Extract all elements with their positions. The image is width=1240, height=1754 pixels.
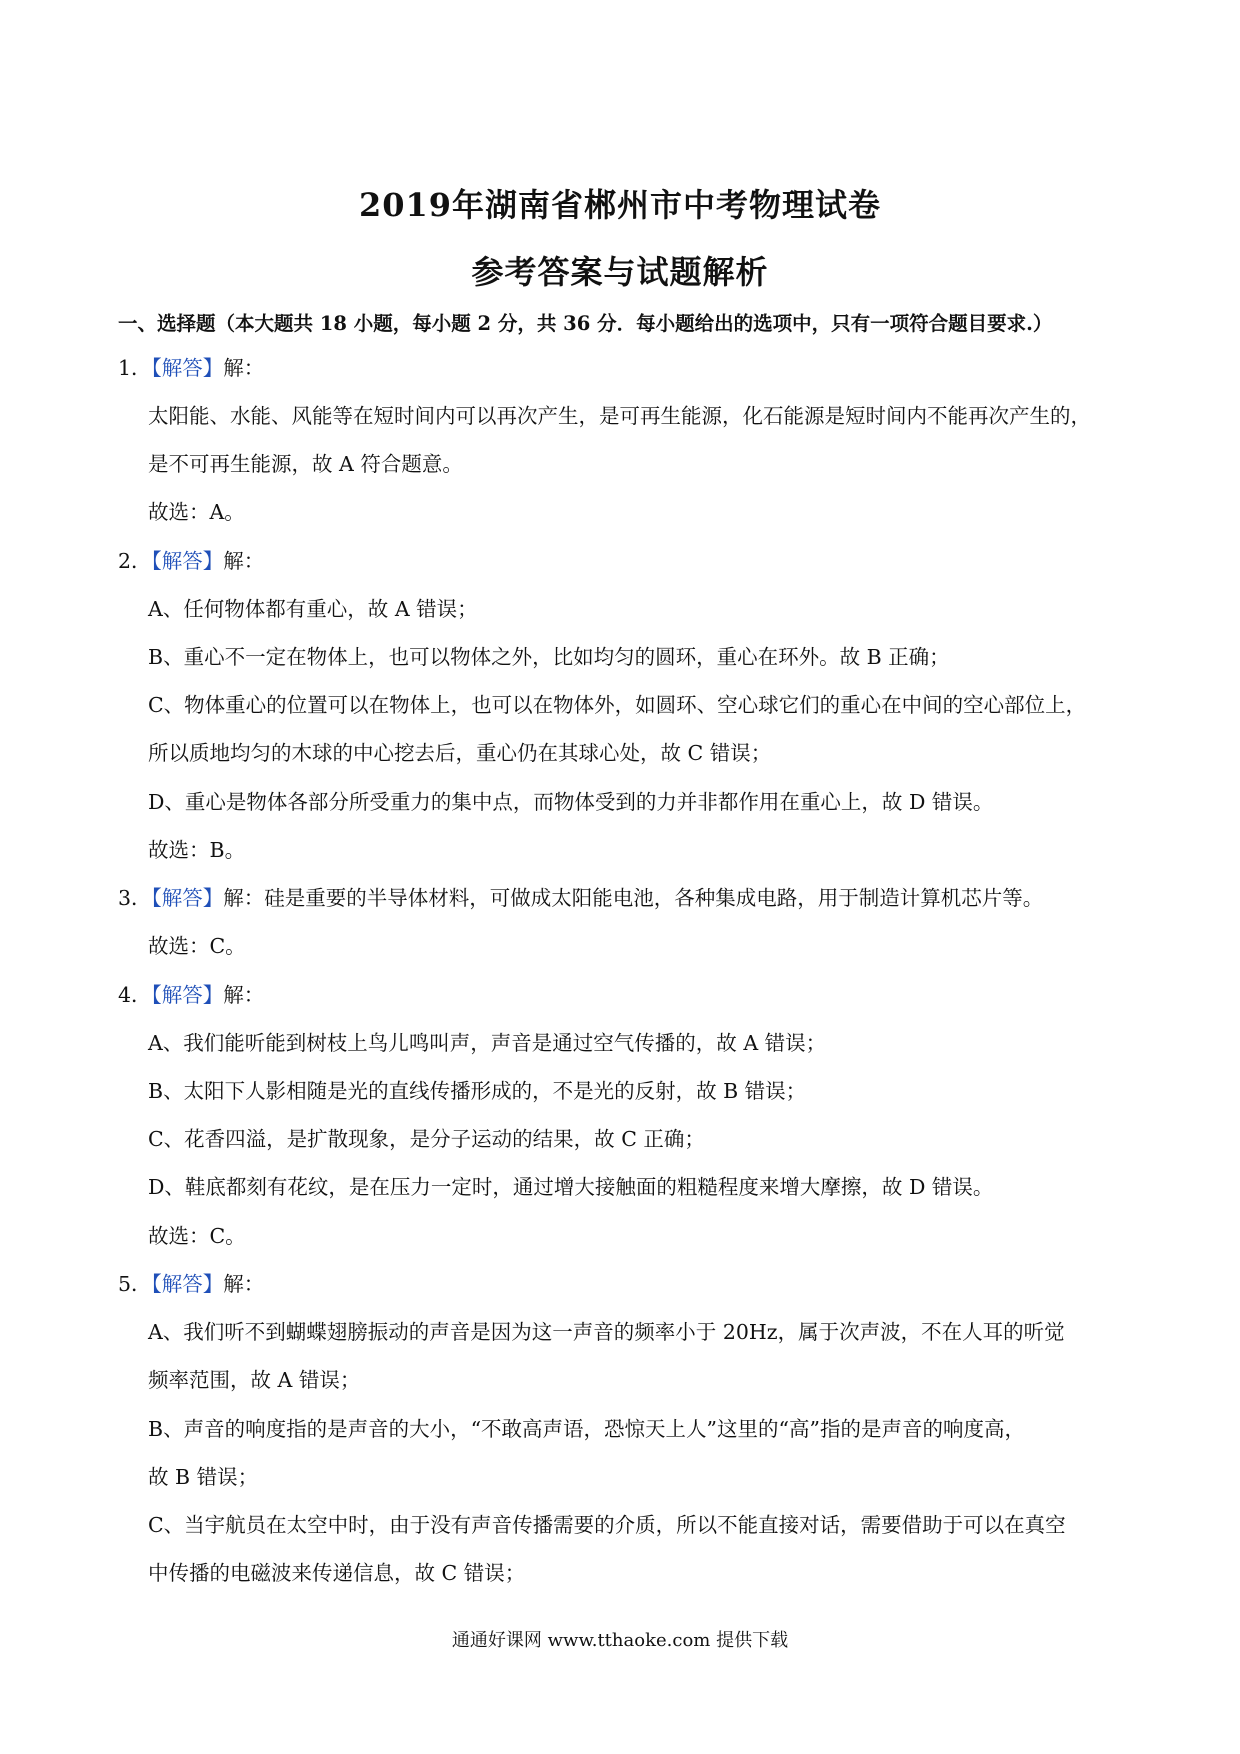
answer-line: C、花香四溢，是扩散现象，是分子运动的结果，故 C 正确； — [148, 1127, 705, 1151]
question-number: 1． — [118, 356, 152, 380]
answer-tag: 【解答】 — [151, 549, 224, 573]
question-1-header — [118, 355, 264, 381]
question-4-header — [118, 982, 264, 1008]
answer-line: C、物体重心的位置可以在物体上，也可以在物体外，如圆环、空心球它们的重心在中间的空心部位上， — [148, 693, 1087, 717]
answer-tag: 【解答】 — [151, 886, 224, 910]
answer-tag: 【解答】 — [151, 356, 224, 380]
question-number: 3． — [118, 886, 152, 910]
question-number: 2． — [118, 549, 152, 573]
answer-line: 中传播的电磁波来传递信息，故 C 错误； — [148, 1561, 526, 1585]
answer-choice: 故选：C。 — [148, 1224, 246, 1248]
answer-line: 太阳能、水能、风能等在短时间内可以再次产生，是可再生能源，化石能源是短时间内不能再次产生的， — [148, 404, 1091, 428]
answer-line: D、重心是物体各部分所受重力的集中点，而物体受到的力并非都作用在重心上，故 D 错误。 — [148, 790, 994, 814]
answer-line: B、太阳下人影相随是光的直线传播形成的，不是光的反射，故 B 错误； — [148, 1079, 807, 1103]
answer-line: 所以质地均匀的木球的中心挖去后，重心仍在其球心处，故 C 错误； — [148, 741, 772, 765]
answer-line: A、我们听不到蝴蝶翅膀振动的声音是因为这一声音的频率小于 20Hz，属于次声波，不在人耳的听觉 — [148, 1320, 1065, 1344]
answer-line: 频率范围，故 A 错误； — [148, 1368, 361, 1392]
section-heading: 一、选择题（本大题共 18 小题，每小题 2 分，共 36 分．每小题给出的选项中，只有一项符合题目要求.） — [118, 312, 1053, 335]
question-3-header — [118, 885, 1043, 911]
answer-intro: 解：硅是重要的半导体材料，可做成太阳能电池，各种集成电路，用于制造计算机芯片等。 — [223, 886, 1044, 910]
answer-intro: 解： — [223, 549, 265, 573]
question-2-header — [118, 548, 264, 574]
answer-tag: 【解答】 — [151, 1272, 224, 1296]
answer-line: D、鞋底都刻有花纹，是在压力一定时，通过增大接触面的粗糙程度来增大摩擦，故 D 错误。 — [148, 1175, 994, 1199]
answer-line: A、任何物体都有重心，故 A 错误； — [148, 597, 478, 621]
answer-intro: 解： — [223, 356, 265, 380]
answer-choice: 故选：B。 — [148, 838, 246, 862]
answer-line: C、当宇航员在太空中时，由于没有声音传播需要的介质，所以不能直接对话，需要借助于可以在真空 — [148, 1513, 1066, 1537]
answer-line: 是不可再生能源，故 A 符合题意。 — [148, 452, 463, 476]
answer-tag: 【解答】 — [151, 983, 224, 1007]
answer-line: 故 B 错误； — [148, 1465, 259, 1489]
answer-choice: 故选：A。 — [148, 500, 245, 524]
answer-line: B、重心不一定在物体上，也可以物体之外，比如均匀的圆环，重心在环外。故 B 正确； — [148, 645, 950, 669]
answer-intro: 解： — [223, 1272, 265, 1296]
page-footer: 通通好课网 www.tthaoke.com 提供下载 — [451, 1630, 789, 1651]
page-title: 2019年湖南省郴州市中考物理试卷 — [358, 186, 882, 224]
answer-line: A、我们能听能到树枝上鸟儿鸣叫声，声音是通过空气传播的，故 A 错误； — [148, 1031, 827, 1055]
answer-choice: 故选：C。 — [148, 934, 246, 958]
answer-intro: 解： — [223, 983, 265, 1007]
page-subtitle: 参考答案与试题解析 — [471, 253, 769, 291]
question-5-header — [118, 1271, 264, 1297]
answer-line: B、声音的响度指的是声音的大小，“不敢高声语，恐惊天上人”这里的“高”指的是声音的响度高， — [148, 1417, 1025, 1441]
question-number: 5． — [118, 1272, 152, 1296]
question-number: 4． — [118, 983, 152, 1007]
